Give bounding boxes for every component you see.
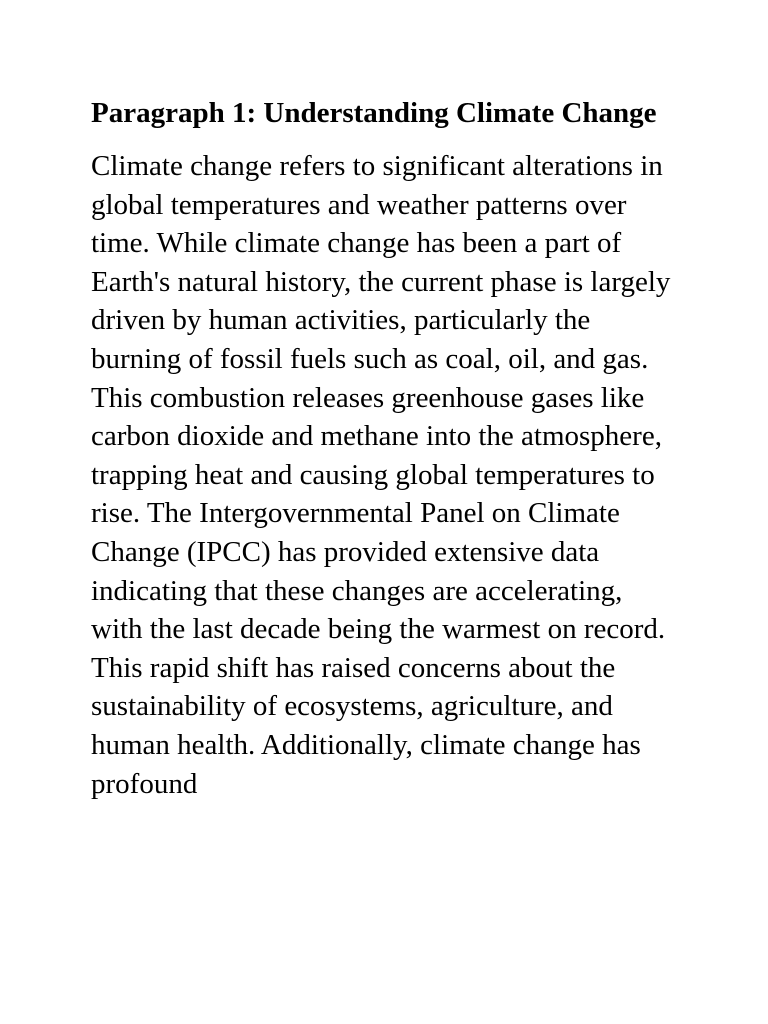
document-page xyxy=(91,94,681,803)
paragraph-body: Climate change refers to significant alterations in global temperatures and weather patterns over time. While climate change has been a part of Earth's natural history, the current phase is largely driven by human activities, particularly the burning of fossil fuels such as coal, oil, and gas. This combustion releases greenhouse gases like carbon dioxide and methane into the atmosphere, trapping heat and causing global temperatures to rise. The Intergovernmental Panel on Climate Change (IPCC) has provided extensive data indicating that these changes are accelerating, with the last decade being the warmest on record. This rapid shift has raised concerns about the sustainability of ecosystems, agriculture, and human health. Additionally, climate change has profound xyxy=(91,150,671,800)
paragraph-heading: Paragraph 1: Understanding Climate Change xyxy=(91,97,657,129)
